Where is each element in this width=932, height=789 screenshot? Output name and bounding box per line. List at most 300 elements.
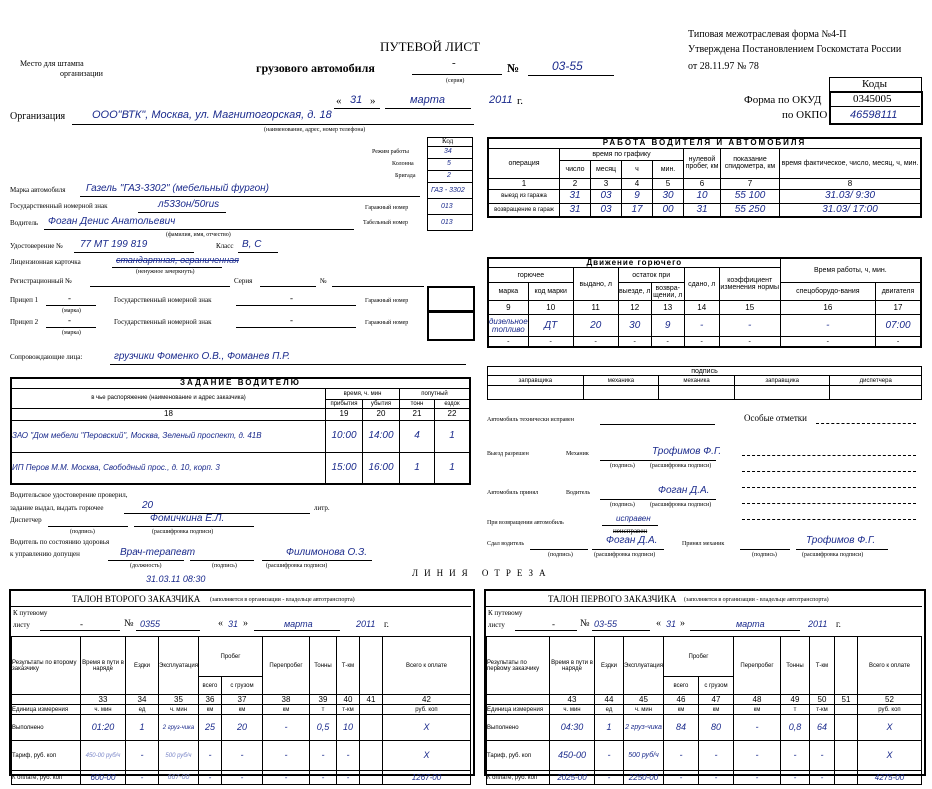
sig-col: механика xyxy=(583,376,659,386)
talon2-h-trips: Ездки xyxy=(126,637,159,695)
talon1-h-run: Пробег xyxy=(663,637,733,677)
fuel-issued: 20 xyxy=(573,315,618,337)
col-dest: в чье распоряжение (наименование и адрес заказчика) xyxy=(11,388,326,408)
driver-value: Фоган Денис Анатольевич xyxy=(48,216,176,227)
fuel-dash: - xyxy=(719,337,780,347)
talon1-pay: - xyxy=(809,771,834,785)
ret-day: 31 xyxy=(560,203,591,217)
num-cell: 3 xyxy=(591,178,622,189)
col-op: операция xyxy=(488,148,560,178)
col-task-time: время, ч. мин xyxy=(326,388,400,399)
accepted-decode-caption: (расшифровка подписи) xyxy=(802,552,864,558)
dep-min: 30 xyxy=(653,189,684,203)
trailer1-gos-value: - xyxy=(290,293,293,303)
dispatcher-label: Диспетчер xyxy=(10,516,42,524)
talon2-quote-close: » xyxy=(243,618,248,629)
talon2-tariff: 500 руб/ч xyxy=(159,741,199,771)
codes-label: Коды xyxy=(862,78,887,90)
talon2-unit: ед xyxy=(126,705,159,715)
dispatcher-name-caption: (расшифровка подписи) xyxy=(152,529,214,535)
col-month: месяц xyxy=(591,160,622,178)
talon2-tariff: - xyxy=(262,741,309,771)
fuel-table xyxy=(487,257,922,348)
dispatcher-name: Фомичкина Е.Л. xyxy=(150,513,225,524)
num-cell: 52 xyxy=(857,695,921,705)
talon2-table xyxy=(11,636,471,785)
talon2-day: 31 xyxy=(228,619,239,629)
doctor-name: Филимонова О.З. xyxy=(286,547,368,558)
talon1-unit: ед xyxy=(595,705,624,715)
talon1-done: 1 xyxy=(595,715,624,741)
talon1-unit: км xyxy=(698,705,733,715)
talon2-tariff: - xyxy=(309,741,336,771)
talon2-unit xyxy=(359,705,382,715)
signature-title: подпись xyxy=(488,367,922,376)
talon2-tariff: Х xyxy=(382,741,470,771)
talon2-unit: км xyxy=(221,705,262,715)
num-cell: 46 xyxy=(663,695,698,705)
num-cell: 41 xyxy=(359,695,382,705)
driver-caption: (фамилия, имя, отчество) xyxy=(166,232,231,238)
num-cell: 1 xyxy=(488,178,560,189)
talon1-tariff xyxy=(834,741,857,771)
talon1-units-label: Единица измерения xyxy=(487,705,550,715)
dep-day: 31 xyxy=(560,189,591,203)
col-fuel-code: код марки xyxy=(528,283,573,301)
date-day: 31 xyxy=(350,94,363,106)
talon1-title: ТАЛОН ПЕРВОГО ЗАКАЗЧИКА xyxy=(548,594,677,604)
trailer1-caption: (марка) xyxy=(62,308,81,314)
mechanic-label-1: Механик xyxy=(566,451,589,457)
talon2-h-run-loaded: с грузом xyxy=(221,677,262,695)
talon2-num-sign: № xyxy=(124,618,134,629)
talon1-done: 04:30 xyxy=(550,715,595,741)
talon1-tariff: Х xyxy=(857,741,921,771)
trailer1-value: - xyxy=(68,293,71,303)
talon2-unit: т-км xyxy=(336,705,359,715)
dep-fact: 31.03/ 9:30 xyxy=(780,189,922,203)
talon2-done: 01:20 xyxy=(81,715,126,741)
talon2-pay: - xyxy=(221,771,262,785)
num-cell: 6 xyxy=(684,178,721,189)
col-tons: тонн xyxy=(400,399,435,408)
talon2-unit: руб. коп xyxy=(382,705,470,715)
talon1-number: 03-55 xyxy=(594,619,618,629)
num-cell: 11 xyxy=(573,301,618,315)
car-accepted-label: Автомобиль принял xyxy=(487,490,539,496)
num-cell: 33 xyxy=(81,695,126,705)
mechanic-sig-caption-1: (подпись) xyxy=(610,463,635,469)
col-fuel-brand: марка xyxy=(488,283,528,301)
trailer1-gos-label: Государственный номерной знак xyxy=(114,296,212,304)
ret-hour: 17 xyxy=(622,203,653,217)
num-cell: 2 xyxy=(560,178,591,189)
brand-value: Газель "ГАЗ-3302" (мебельный фургон) xyxy=(86,183,269,194)
task-title: ЗАДАНИЕ ВОДИТЕЛЮ xyxy=(11,378,470,388)
num-cell: 12 xyxy=(618,301,651,315)
car-state-struck: неисправен xyxy=(613,527,648,535)
col-fact: время фактическое, число, месяц, ч, мин. xyxy=(780,148,922,178)
return-label: При возвращении автомобиль xyxy=(487,520,564,526)
talon1-h-tons: Тонны xyxy=(780,637,809,695)
talon1-pay: - xyxy=(663,771,698,785)
talon1-num-sign: № xyxy=(580,618,590,629)
talon2-unit: т xyxy=(309,705,336,715)
garage-code: 013 xyxy=(441,203,453,210)
car-state-value: исправен xyxy=(616,514,651,523)
talon2-title: ТАЛОН ВТОРОГО ЗАКАЗЧИКА xyxy=(72,594,201,604)
approved-date: от 28.11.97 № 78 xyxy=(688,61,759,72)
task-leave-1: 14:00 xyxy=(363,420,400,452)
stamp-org-label: организации xyxy=(60,69,103,78)
task-arrive-1: 10:00 xyxy=(326,420,363,452)
talon2-month: марта xyxy=(284,619,313,629)
column-label: Колонна xyxy=(392,161,414,167)
talon2-tariff: - xyxy=(198,741,221,771)
talon2-unit: ч. мин xyxy=(159,705,199,715)
talon1-day: 31 xyxy=(666,619,677,629)
talon2-h-overrun: Перепробег xyxy=(262,637,309,695)
talon1-unit: км xyxy=(733,705,780,715)
fuel-out: 30 xyxy=(618,315,651,337)
num-cell: 20 xyxy=(363,408,400,420)
talon1-done: - xyxy=(733,715,780,741)
talon1-note: (заполняется в организации - владельце автотранспорта) xyxy=(684,597,829,603)
task-dest-2: ИП Перов М.М. Москва, Свободный прос., д. 10, корп. 3 xyxy=(11,452,326,484)
fuel-ret: 9 xyxy=(651,315,684,337)
sig-col: диспетчера xyxy=(830,376,922,386)
talon2-done: 25 xyxy=(198,715,221,741)
talon2-note: (заполняется в организации - владельце автотранспорта) xyxy=(210,597,355,603)
col-speedo: показание спидометра, км xyxy=(721,148,780,178)
num-cell: 8 xyxy=(780,178,922,189)
talon1-pay: - xyxy=(733,771,780,785)
date-year-suffix: г. xyxy=(517,95,524,107)
handed-sig-caption: (подпись) xyxy=(548,552,573,558)
op-return: возвращение в гараж xyxy=(488,203,560,217)
num-cell: 14 xyxy=(684,301,719,315)
talon2-pay: 1267-00 xyxy=(382,771,470,785)
org-label: Организация xyxy=(10,111,66,122)
talon1-tariff: - xyxy=(809,741,834,771)
accepted-sig-caption: (подпись) xyxy=(752,552,777,558)
talon2-h-tons: Тонны xyxy=(309,637,336,695)
talon1-quote-close: » xyxy=(680,618,685,629)
trailer2-label: Прицеп 2 xyxy=(10,318,39,326)
talon2-pay: - xyxy=(198,771,221,785)
talon2-pay-label: К оплате, руб. коп xyxy=(12,771,81,785)
fuel-dash: - xyxy=(684,337,719,347)
col-special: спецоборудо-вания xyxy=(780,283,875,301)
sig-col: заправщика xyxy=(734,376,830,386)
talon1-unit: ч. мин xyxy=(550,705,595,715)
talon2-tariff: 450-00 руб/ч xyxy=(81,741,126,771)
col-task-note: попутный xyxy=(400,388,471,399)
lic-card-value: стандартная, ограниченная xyxy=(116,255,239,265)
task-trips-2: 1 xyxy=(435,452,471,484)
dep-hour: 9 xyxy=(622,189,653,203)
talon1-unit: т xyxy=(780,705,809,715)
date-quote-open: « xyxy=(336,95,342,107)
talon1-tariff: - xyxy=(698,741,733,771)
cut-line-label: ЛИНИЯ ОТРЕЗА xyxy=(412,568,552,578)
driver-work-table xyxy=(487,137,922,218)
num-cell: 36 xyxy=(198,695,221,705)
num-cell: 35 xyxy=(159,695,199,705)
talon1-pay: 2025-00 xyxy=(550,771,595,785)
ret-fact: 31.03/ 17:00 xyxy=(780,203,922,217)
approved-text: Утверждена Постановлением Госкомстата России xyxy=(688,44,902,55)
num-cell: 40 xyxy=(336,695,359,705)
talon2-done xyxy=(359,715,382,741)
col-day: число xyxy=(560,160,591,178)
talon1-g: г. xyxy=(836,619,841,629)
num-cell: 13 xyxy=(651,301,684,315)
class-label: Класс xyxy=(216,242,234,250)
fuel-handed: - xyxy=(684,315,719,337)
num-cell: 45 xyxy=(624,695,664,705)
talon1-h-run-loaded: с грузом xyxy=(698,677,733,695)
fuel-dash: - xyxy=(528,337,573,347)
op-departure: выезд из гаража xyxy=(488,189,560,203)
talon1-pay-label: К оплате, руб. коп xyxy=(487,771,550,785)
talon1-tariff-label: Тариф, руб. коп xyxy=(487,741,550,771)
talon1-quote-open: « xyxy=(656,618,661,629)
num-cell: 22 xyxy=(435,408,471,420)
sheet-number: 03-55 xyxy=(552,59,583,73)
talon2-quote-open: « xyxy=(218,618,223,629)
col-handed: сдано, л xyxy=(684,268,719,301)
fuel-dash: - xyxy=(573,337,618,347)
talon2-series: - xyxy=(80,619,83,629)
okud-label: Форма по ОКУД xyxy=(744,94,822,106)
work-mode-value: 34 xyxy=(444,148,452,155)
num-cell: 16 xyxy=(780,301,875,315)
talon2-done-label: Выполнено xyxy=(12,715,81,741)
ret-month: 03 xyxy=(591,203,622,217)
form-type: Типовая межотраслевая форма №4-П xyxy=(688,29,847,40)
num-cell: 50 xyxy=(809,695,834,705)
fuel-title: Движение горючего xyxy=(488,258,780,268)
col-h: ч xyxy=(622,160,653,178)
num-cell: 38 xyxy=(262,695,309,705)
fuel-engine: 07:00 xyxy=(876,315,922,337)
talon2-unit: км xyxy=(262,705,309,715)
handed-decode-caption: (расшифровка подписи) xyxy=(594,552,656,558)
num-cell: 18 xyxy=(11,408,326,420)
license-value: 77 МТ 199 819 xyxy=(80,239,148,250)
talon2-done: Х xyxy=(382,715,470,741)
driver-decode-caption: (расшифровка подписи) xyxy=(650,502,712,508)
reg-label: Регистрационный № xyxy=(10,277,72,285)
ret-speedo: 55 250 xyxy=(721,203,780,217)
num-cell: 21 xyxy=(400,408,435,420)
driver-label-2: Водитель xyxy=(566,490,591,496)
col-zero: нулевой пробег, км xyxy=(684,148,721,178)
talon1-h-empty xyxy=(834,637,857,695)
trailer2-gos-label: Государственный номерной знак xyxy=(114,318,212,326)
talon2-pay: - xyxy=(309,771,336,785)
col-out: выезде, л xyxy=(618,283,651,301)
col-coef: коэффициент изменения нормы xyxy=(719,268,780,301)
signature-table xyxy=(487,366,922,400)
talon2-pay xyxy=(359,771,382,785)
admitted-label: к управлению допущен xyxy=(10,550,80,558)
brand-code: ГАЗ - 3302 xyxy=(431,187,465,194)
col-time-work: Время работы, ч, мин. xyxy=(780,258,921,283)
talon1-tariff: - xyxy=(780,741,809,771)
trailer2-garage-label: Гаражный номер xyxy=(365,320,409,326)
col-rest: остаток при xyxy=(618,268,684,283)
talon1-to-sheet: К путевому xyxy=(488,609,523,617)
col-min: мин. xyxy=(653,160,684,178)
col-leave: убытия xyxy=(363,399,400,408)
talon1-tariff: - xyxy=(663,741,698,771)
exam-datetime: 31.03.11 08:30 xyxy=(146,574,206,584)
date-year: 2011 xyxy=(489,94,513,106)
talon1-pay: - xyxy=(780,771,809,785)
org-value: ООО"ВТК", Москва, ул. Магнитогорская, д. 18 xyxy=(92,109,332,121)
talon1-sheet: листу xyxy=(488,621,505,629)
driver-name-2: Фоган Д.А. xyxy=(658,485,710,496)
number-sign: № xyxy=(507,61,520,75)
series-field-label: Серия xyxy=(234,277,253,285)
task-tons-2: 1 xyxy=(400,452,435,484)
code-col-label: Код xyxy=(442,137,454,145)
talon2-unit: ч. мин xyxy=(81,705,126,715)
task-leave-2: 16:00 xyxy=(363,452,400,484)
task-tons-1: 4 xyxy=(400,420,435,452)
num-cell: 37 xyxy=(221,695,262,705)
num-cell: 15 xyxy=(719,301,780,315)
plate-value: л533он/50rus xyxy=(158,199,220,210)
talon1-table xyxy=(486,636,922,785)
fuel-dash: - xyxy=(488,337,528,347)
doctor-role-caption: (должность) xyxy=(130,563,162,569)
mechanic-name-1: Трофимов Ф.Г. xyxy=(652,446,722,457)
talon1-h-run-total: всего xyxy=(663,677,698,695)
talon1-h-tkm: Т-км xyxy=(809,637,834,695)
talon2-tariff xyxy=(359,741,382,771)
talon1-series: - xyxy=(552,619,555,629)
dispatcher-sig-caption: (подпись) xyxy=(70,529,95,535)
talon2-done: 10 xyxy=(336,715,359,741)
work-mode-label: Режим работы xyxy=(372,149,409,155)
talon2-pay: - xyxy=(336,771,359,785)
okpo-label: по ОКПО xyxy=(782,109,828,121)
fuel-dash: - xyxy=(618,337,651,347)
tabel-label: Табельный номер xyxy=(363,220,409,226)
talon1-unit: т-км xyxy=(809,705,834,715)
talon1-pay: - xyxy=(595,771,624,785)
talon2-to-sheet: К путевому xyxy=(13,609,48,617)
talon2-units-label: Единица измерения xyxy=(12,705,81,715)
trailer2-value: - xyxy=(68,315,71,325)
tabel-value: 013 xyxy=(441,219,453,226)
task-trips-1: 1 xyxy=(435,420,471,452)
departure-allowed-label: Выезд разрешен xyxy=(487,451,529,457)
talon2-g: г. xyxy=(384,619,389,629)
fuel-dash: - xyxy=(876,337,922,347)
talon2-pay: 600-00 xyxy=(81,771,126,785)
trailer1-label: Прицеп 1 xyxy=(10,296,39,304)
dep-zero: 10 xyxy=(684,189,721,203)
fuel-coef: - xyxy=(719,315,780,337)
page-subtitle: грузового автомобиля xyxy=(256,61,375,75)
tech-ok-label: Автомобиль технически исправен xyxy=(487,417,574,423)
col-issued: выдано, л xyxy=(573,268,618,301)
garage-label: Гаражный номер xyxy=(365,205,409,211)
trailer2-caption: (марка) xyxy=(62,330,81,336)
talon1-unit: руб. коп xyxy=(857,705,921,715)
talon1-tariff: - xyxy=(733,741,780,771)
num-cell: 42 xyxy=(382,695,470,705)
talon2-unit: км xyxy=(198,705,221,715)
talon2-done: 20 xyxy=(221,715,262,741)
num-cell: 39 xyxy=(309,695,336,705)
driver-work-title: РАБОТА ВОДИТЕЛЯ И АВТОМОБИЛЯ xyxy=(488,138,921,148)
talon1-done: Х xyxy=(857,715,921,741)
special-marks-label: Особые отметки xyxy=(744,413,807,423)
talon1-month: марта xyxy=(736,619,765,629)
talon2-year: 2011 xyxy=(356,619,376,629)
talon2-tariff: - xyxy=(221,741,262,771)
driver-sig-caption: (подпись) xyxy=(610,502,635,508)
column-value: 5 xyxy=(447,160,451,167)
num-cell: 19 xyxy=(326,408,363,420)
mechanic-decode-caption-1: (расшифровка подписи) xyxy=(650,463,712,469)
brand-label: Марка автомобиля xyxy=(10,186,66,194)
handed-name: Фоган Д.А. xyxy=(606,535,658,546)
escort-label: Сопровождающие лица: xyxy=(10,353,83,361)
sig-col: заправщика xyxy=(488,376,584,386)
num-cell: 48 xyxy=(733,695,780,705)
accepted-label: Принял механик xyxy=(682,541,725,547)
dep-month: 03 xyxy=(591,189,622,203)
talon2-h-exploit: Эксплуатация xyxy=(159,637,199,695)
talon2-tariff: - xyxy=(336,741,359,771)
dep-speedo: 55 100 xyxy=(721,189,780,203)
col-sched: время по графику xyxy=(560,148,684,160)
series-caption: (серия) xyxy=(446,78,465,84)
talon2-sheet: листу xyxy=(13,621,30,629)
trailer1-garage-label: Гаражный номер xyxy=(365,298,409,304)
talon1-h-result: Результаты по первому заказчику xyxy=(487,637,550,695)
talon1-done-label: Выполнено xyxy=(487,715,550,741)
talon2-h-empty xyxy=(359,637,382,695)
task-arrive-2: 15:00 xyxy=(326,452,363,484)
talon2-h-total: Всего к оплате xyxy=(382,637,470,695)
driver-label: Водитель xyxy=(10,219,39,227)
talon1-done: 2 груз-чика xyxy=(624,715,664,741)
talon1-done: 84 xyxy=(663,715,698,741)
talon1-h-total: Всего к оплате xyxy=(857,637,921,695)
talon1-pay: 4275-00 xyxy=(857,771,921,785)
cert-checked-label: Водительское удостоверение проверил, xyxy=(10,491,128,499)
num-cell: 7 xyxy=(721,178,780,189)
talon2-done: 0,5 xyxy=(309,715,336,741)
col-engine: двигателя xyxy=(876,283,922,301)
ret-zero: 31 xyxy=(684,203,721,217)
escort-value: грузчики Фоменко О.В., Фоманев П.Р. xyxy=(114,351,291,362)
fuel-dash: - xyxy=(780,337,875,347)
talon1-pay xyxy=(834,771,857,785)
talon2-done: - xyxy=(262,715,309,741)
talon2-h-run: Пробег xyxy=(198,637,262,677)
col-arrive: прибытия xyxy=(326,399,363,408)
talon2-h-time: Время в пути в наряде xyxy=(81,637,126,695)
page-title: ПУТЕВОЙ ЛИСТ xyxy=(380,39,480,54)
